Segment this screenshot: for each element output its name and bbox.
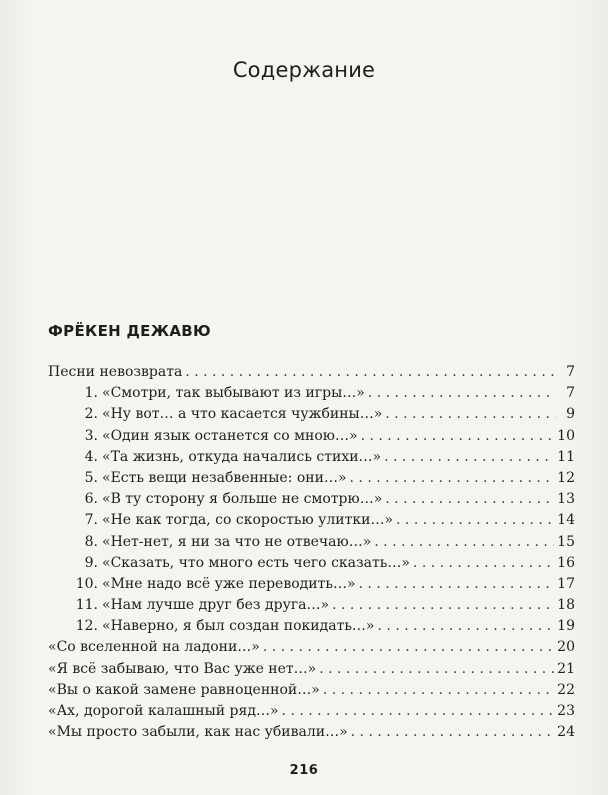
dot-leader: [350, 468, 555, 489]
toc-entry-number: 10.: [75, 575, 98, 592]
toc-entry-page: 18: [557, 597, 575, 614]
toc-entry-number: 2.: [84, 406, 98, 423]
toc-entry-title: «Есть вещи незабвенные: они…»: [102, 469, 347, 486]
page-title: Содержание: [232, 58, 376, 82]
dot-leader: [319, 659, 554, 680]
toc-entry: [48, 532, 575, 553]
toc-entry-title: «Наверно, я был создан покидать…»: [102, 618, 375, 635]
toc-entry-number: 7.: [84, 512, 98, 529]
toc-entry-number: 5.: [84, 469, 98, 486]
toc-entry-page: 14: [557, 512, 575, 529]
dot-leader: [359, 574, 555, 595]
dot-leader: [378, 616, 555, 637]
toc-entry-title: «Один язык останется со мною…»: [102, 427, 358, 444]
table-of-contents: [48, 362, 575, 743]
toc-entry-page: 7: [566, 364, 575, 380]
toc-entry-number: 1.: [84, 385, 98, 402]
toc-entry-page: 23: [557, 703, 575, 719]
toc-entry: [48, 637, 575, 658]
toc-entry-page: 12: [557, 469, 575, 486]
toc-entry-title: Песни невозврата: [48, 364, 183, 380]
toc-entry-page: 21: [557, 660, 575, 677]
toc-entry: [48, 383, 575, 404]
dot-leader: [368, 383, 556, 404]
dot-leader: [332, 595, 554, 616]
toc-entry-title: «В ту сторону я больше не смотрю…»: [102, 491, 383, 508]
toc-entry-number: 6.: [84, 491, 98, 508]
toc-entry: [48, 659, 575, 680]
toc-entry: [48, 510, 575, 531]
dot-leader: [385, 489, 554, 510]
toc-entry-page: 16: [557, 554, 575, 571]
toc-entry-page: 11: [557, 448, 575, 465]
toc-entry: [48, 574, 575, 595]
dot-leader: [263, 637, 554, 658]
toc-entry-title: «Мы просто забыли, как нас убивали…»: [48, 724, 348, 741]
toc-entry: [48, 701, 575, 722]
toc-entry-number: 3.: [84, 427, 98, 444]
toc-entry-title: «Вы о какой замене равноценной…»: [48, 681, 320, 698]
toc-entry-title: «Не как тогда, со скоростью улитки…»: [102, 512, 394, 529]
toc-entry: [48, 680, 575, 701]
toc-entry-page: 22: [557, 681, 575, 698]
toc-entry-page: 17: [557, 575, 575, 592]
toc-entry: [48, 426, 575, 447]
section-heading: ФРЁКЕН ДЕЖАВЮ: [48, 322, 211, 340]
toc-entry-title: «Я всё забываю, что Вас уже нет…»: [48, 660, 317, 677]
toc-entry-page: 13: [557, 491, 575, 508]
toc-entry: [48, 489, 575, 510]
toc-entry-page: 20: [557, 639, 575, 656]
toc-entry: [48, 553, 575, 574]
toc-entry-title: «Мне надо всё уже переводить…»: [102, 575, 356, 592]
toc-entry-page: 9: [566, 406, 575, 423]
toc-entry-title: «Та жизнь, откуда начались стихи…»: [102, 448, 382, 465]
toc-entry-title: «Нет-нет, я ни за что не отвечаю…»: [102, 533, 372, 550]
dot-leader: [374, 532, 554, 553]
dot-leader: [385, 404, 556, 425]
toc-entry-page: 7: [566, 385, 575, 402]
dot-leader: [351, 722, 555, 743]
toc-entry: [48, 468, 575, 489]
toc-entry-title: «Смотри, так выбывают из игры…»: [102, 385, 365, 402]
toc-entry-title: «Со вселенной на ладони…»: [48, 639, 260, 656]
toc-entry-page: 19: [557, 618, 575, 635]
dot-leader: [323, 680, 554, 701]
toc-entry-number: 8.: [84, 533, 98, 550]
toc-entry: [48, 595, 575, 616]
dot-leader: [384, 447, 554, 468]
toc-entry-page: 15: [557, 533, 575, 550]
toc-entry: [48, 722, 575, 743]
toc-entry-title: «Нам лучше друг без друга…»: [102, 597, 330, 614]
toc-entry-number: 4.: [84, 448, 98, 465]
toc-entry-title: «Ну вот… а что касается чужбины…»: [102, 406, 383, 423]
dot-leader: [185, 362, 556, 383]
toc-entry: [48, 404, 575, 425]
dot-leader: [361, 426, 555, 447]
toc-entry-number: 11.: [75, 597, 98, 614]
dot-leader: [413, 553, 554, 574]
page-number: 216: [289, 763, 319, 778]
dot-leader: [282, 701, 555, 722]
toc-entry-page: 10: [557, 427, 575, 444]
toc-entry: [48, 616, 575, 637]
toc-entry-title: «Сказать, что много есть чего сказать…»: [102, 554, 410, 571]
toc-entry: [48, 362, 575, 383]
toc-entry-title: «Ах, дорогой калашный ряд…»: [48, 703, 279, 719]
dot-leader: [396, 510, 554, 531]
toc-entry-page: 24: [557, 724, 575, 741]
toc-entry: [48, 447, 575, 468]
toc-entry-number: 9.: [84, 554, 98, 571]
toc-entry-number: 12.: [75, 618, 98, 635]
